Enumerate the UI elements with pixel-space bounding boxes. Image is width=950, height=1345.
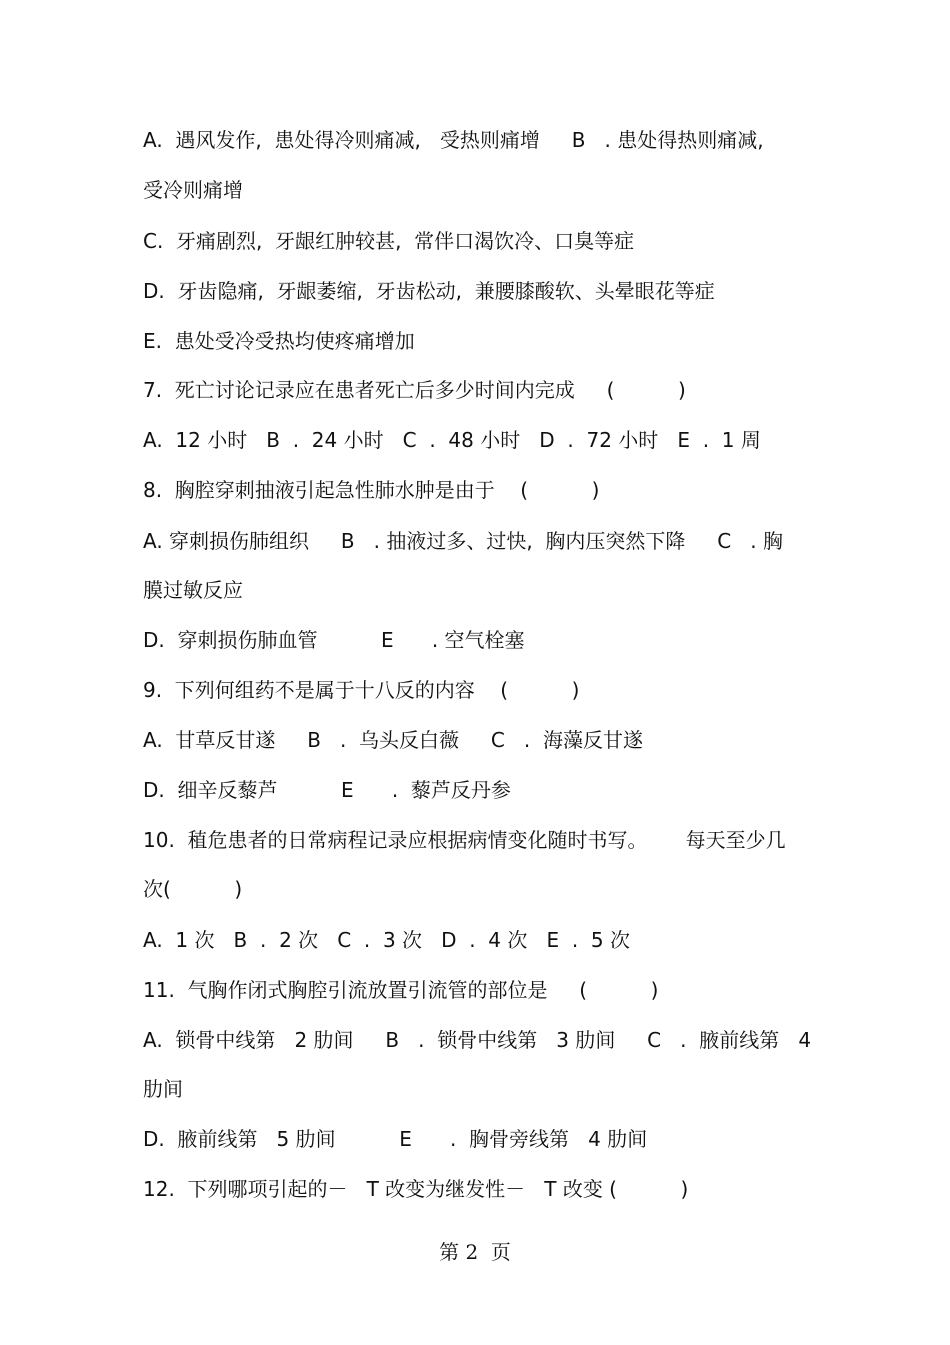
option-line: 肋间: [143, 1077, 183, 1101]
option-line: C. 牙痛剧烈, 牙龈红肿较甚, 常伴口渴饮冷、口臭等症: [143, 229, 635, 253]
question-line: 9. 下列何组药不是属于十八反的内容 ( ): [143, 678, 580, 702]
option-line: 膜过敏反应: [143, 578, 243, 602]
question-line: 10. 稙危患者的日常病程记录应根据病情变化随时书写。 每天至少几: [143, 828, 786, 852]
option-line: A. 遇风发作, 患处得冷则痛减, 受热则痛增 B . 患处得热则痛减,: [143, 128, 764, 152]
option-line: A. 穿刺损伤肺组织 B . 抽液过多、过快, 胸内压突然下降 C . 胸: [143, 529, 783, 553]
option-line: D. 细辛反藜芦 E . 藜芦反丹参: [143, 778, 511, 802]
option-line: D. 穿刺损伤肺血管 E . 空气栓塞: [143, 628, 525, 652]
option-line: A. 锁骨中线第 2 肋间 B . 锁骨中线第 3 肋间 C . 腋前线第 4: [143, 1028, 812, 1052]
option-line: 受冷则痛增: [143, 178, 243, 202]
option-line: D. 腋前线第 5 肋间 E . 胸骨旁线第 4 肋间: [143, 1127, 648, 1151]
page-number: 第 2 页: [439, 1240, 511, 1264]
option-line: E. 患处受冷受热均使疼痛增加: [143, 329, 415, 353]
option-line: D. 牙齿隐痛, 牙龈萎缩, 牙齿松动, 兼腰膝酸软、头晕眼花等症: [143, 279, 715, 303]
option-line: A. 1 次 B . 2 次 C . 3 次 D . 4 次 E . 5 次: [143, 928, 630, 952]
question-line: 7. 死亡讨论记录应在患者死亡后多少时间内完成 ( ): [143, 378, 686, 402]
question-line: 11. 气胸作闭式胸腔引流放置引流管的部位是 ( ): [143, 978, 659, 1002]
question-line: 12. 下列哪项引起的－ T 改变为继发性－ T 改变 ( ): [143, 1177, 689, 1201]
option-line: A. 12 小时 B . 24 小时 C . 48 小时 D . 72 小时 E . 1 周: [143, 428, 761, 452]
option-line: A. 甘草反甘遂 B . 乌头反白薇 C . 海藻反甘遂: [143, 728, 643, 752]
question-line: 8. 胸腔穿刺抽液引起急性肺水肿是由于 ( ): [143, 478, 600, 502]
question-line: 次( ): [143, 877, 243, 901]
